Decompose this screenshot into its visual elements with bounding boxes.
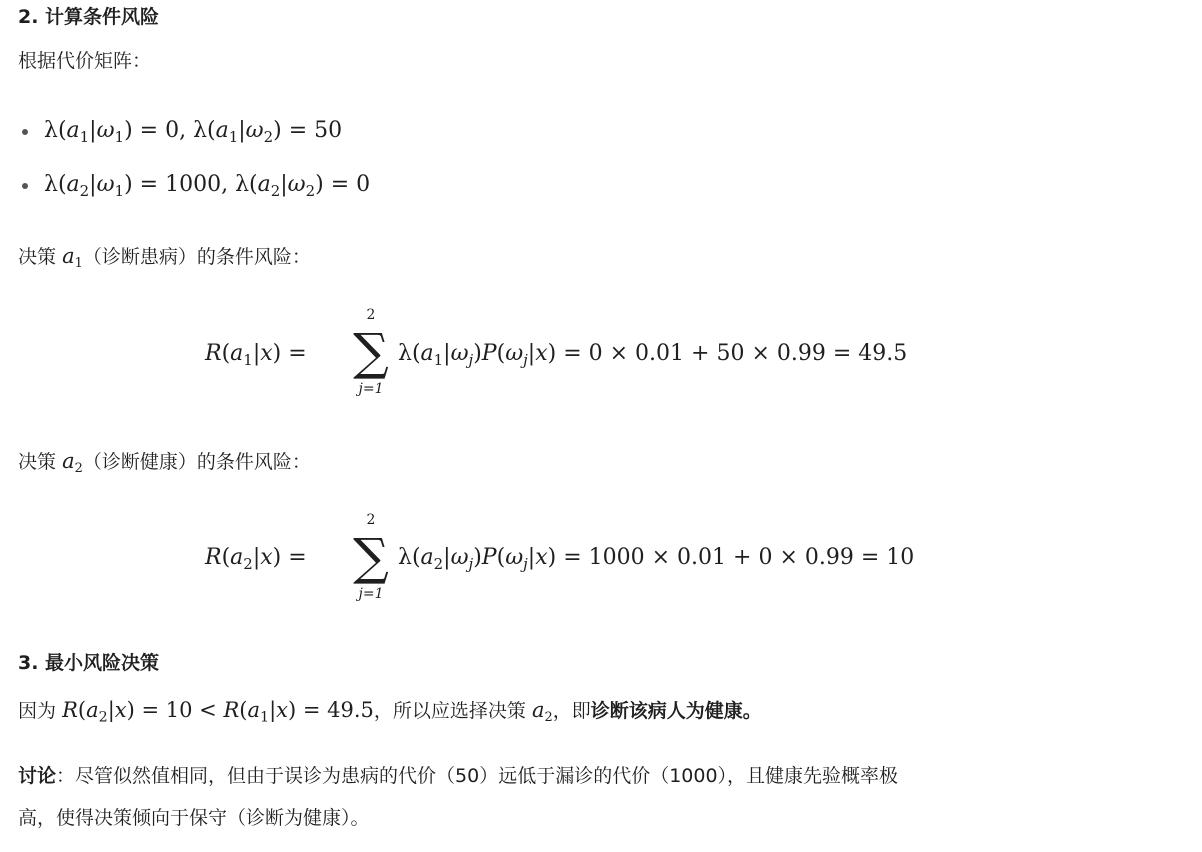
sum-upper-limit: 2 [366,512,376,528]
bullet-icon [22,129,28,135]
sum-lower-limit: j=1 [358,381,384,397]
discussion-line: 讨论：尽管似然值相同，但由于误诊为患病的代价（50）远低于漏诊的代价（1000），且健康先验概率极 [18,765,899,787]
decision-intro: 决策 $a_2$（诊断健康）的条件风险： [18,449,311,477]
risk-equation-rhs: $\lambda(a_2|\omega_j)P(\omega_j|x) = 1000 \times 0.01 + 0 \times 0.99 = 10$ [398,545,915,573]
risk-equation-rhs: $\lambda(a_1|\omega_j)P(\omega_j|x) = 0 \times 0.01 + 50 \times 0.99 = 49.5$ [398,341,908,369]
sum-icon: ∑ [353,323,389,381]
discussion-label: 讨论 [18,765,57,787]
section-heading: 2. 计算条件风险 [18,6,160,28]
sum-lower-limit: j=1 [358,586,384,602]
cost-item: $\lambda(a_1|\omega_1) = 0$, $\lambda(a_1|\omega_2) = 50$ [44,118,343,146]
section-intro: 根据代价矩阵： [18,50,152,72]
section-heading: 3. 最小风险决策 [18,652,160,674]
sum-icon: ∑ [353,528,389,586]
decision-conclusion: 因为 $R(a_2|x) = 10 < R(a_1|x) = 49.5$，所以应选择决策 $a_2$，即诊断该病人为健康。 [18,698,762,726]
cost-item: $\lambda(a_2|\omega_1) = 1000$, $\lambda(a_2|\omega_2) = 0$ [44,172,371,200]
risk-equation-lhs: $R(a_2|x)$ = [205,545,307,573]
bullet-icon [22,183,28,189]
risk-equation-lhs: $R(a_1|x)$ = [205,341,307,369]
discussion-line: 高，使得决策倾向于保守（诊断为健康）。 [18,807,370,829]
sum-upper-limit: 2 [366,307,376,323]
decision-intro: 决策 $a_1$（诊断患病）的条件风险： [18,244,311,272]
